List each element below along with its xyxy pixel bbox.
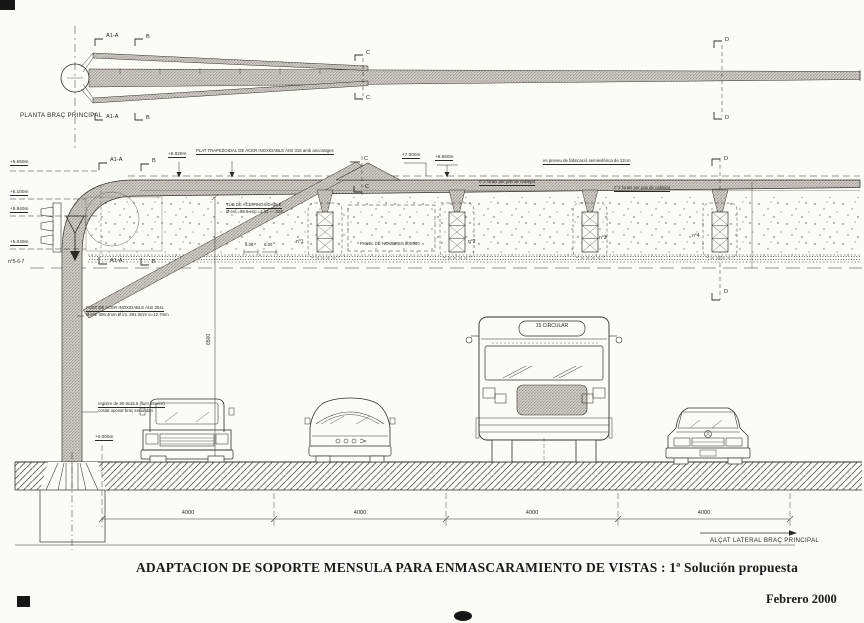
note-mesh: es preveu de fabricació semiesfèrica de 12cm <box>543 159 630 165</box>
road-deck <box>15 462 862 490</box>
level-6100: +6.100m <box>10 189 29 194</box>
elev-marker-a1a-bottom: A1-A <box>110 258 123 264</box>
plan-marker-d-bottom: D <box>725 115 730 121</box>
plan-marker-d-top: D <box>725 37 730 43</box>
note-register-2: costat oposat braç secundari <box>98 408 153 413</box>
level-6650-b: +6.650m <box>435 154 454 159</box>
plan-marker-c-top: C <box>366 50 371 56</box>
note-fust-1: FUST DE ACER INOXIDABLE AISI 304L <box>86 306 164 312</box>
lane-dim-4: 4000 <box>697 510 711 516</box>
plan-marker-a1a-top: A1-A <box>106 33 119 39</box>
signal-label-1: n°1 <box>296 239 304 245</box>
note-tube-1: TUB DE ACER INOXIDABLE <box>226 203 282 209</box>
elev-marker-d-top: D <box>724 156 729 162</box>
signal-group-label: n°5-6-7 <box>8 259 25 265</box>
level-7000: +7.000m <box>402 152 421 157</box>
signal-label-2: n°2 <box>468 239 476 245</box>
level-6820: +6.820m <box>168 151 187 156</box>
hatchback-car <box>305 398 395 462</box>
note-holes-2: n°2 forats per pas de cablejat <box>614 186 670 192</box>
pickup-truck <box>140 399 234 462</box>
note-tube-2: Ø ext.=88.9 esp.=3.02 — 304L <box>226 209 285 214</box>
lane-dim-1: 4000 <box>181 510 195 516</box>
note-fust-2: Ø ext. 406.4mm Ø int. 381.0mm e=12.7mm <box>86 312 169 317</box>
plan-marker-b-bottom: B <box>146 115 150 121</box>
elev-marker-c-bottom: C <box>365 184 370 190</box>
plan-main-tube <box>89 69 860 87</box>
panel-label: PANEL DE NOMBRES 90X090 <box>360 241 420 246</box>
elev-marker-d-bottom: D <box>724 289 729 295</box>
plan-marker-a1a-bottom: A1-A <box>106 114 119 120</box>
level-zero: +0.000m <box>95 434 114 439</box>
level-6650: +6.650m <box>10 159 29 164</box>
dim-clearance: 6500 <box>206 333 212 345</box>
level-5940: +5.940m <box>10 206 29 211</box>
elevation-caption: ALÇAT LATERAL BRAÇ PRINCIPAL <box>710 537 820 544</box>
note-holes-1: n°2 forats per pas de cablejat <box>479 180 535 186</box>
vehicles <box>140 317 750 466</box>
drawing-date: Febrero 2000 <box>766 592 837 606</box>
bus-destination-sign: 15 CIRCULAR <box>535 323 569 329</box>
plan-caption: PLANTA BRAÇ PRINCIPAL <box>20 112 103 119</box>
signal-label-4: n°4 <box>692 233 700 239</box>
drawing-title: ADAPTACION DE SOPORTE MENSULA PARA ENMASCARAMIENTO DE VISTAS : 1ª Solución propuesta <box>135 560 799 575</box>
elev-marker-b-bottom: B <box>152 259 156 265</box>
plan-top-tube <box>93 53 368 71</box>
note-register-1: registre de 90.9x15.5 (llum interior) <box>98 402 165 408</box>
level-5040: +5.040m <box>10 239 29 244</box>
elev-marker-c-top: C <box>364 156 369 162</box>
pole-signal-head <box>41 203 61 252</box>
bus <box>466 317 622 466</box>
elev-marker-a1a-top: A1-A <box>110 157 123 163</box>
dim-508: 5.08 <box>245 242 254 247</box>
plan-marker-b-top: B <box>146 34 150 40</box>
foundation-block <box>40 490 105 542</box>
dim-500: 5.00 <box>264 242 273 247</box>
plan-marker-c-bottom: C <box>366 95 371 101</box>
lane-dim-2: 4000 <box>353 510 367 516</box>
elev-marker-b-top: B <box>152 158 156 164</box>
sedan-car <box>666 408 750 464</box>
note-plate: PLAT TRAPEZOIDAL DE ACER INOXIDABLE AISI 316 amb ancoratges <box>196 149 334 155</box>
caption-arrow <box>700 530 797 536</box>
signal-label-3: n°3 <box>599 235 607 241</box>
plan-view-linework <box>61 26 860 152</box>
lane-dim-3: 4000 <box>525 510 539 516</box>
